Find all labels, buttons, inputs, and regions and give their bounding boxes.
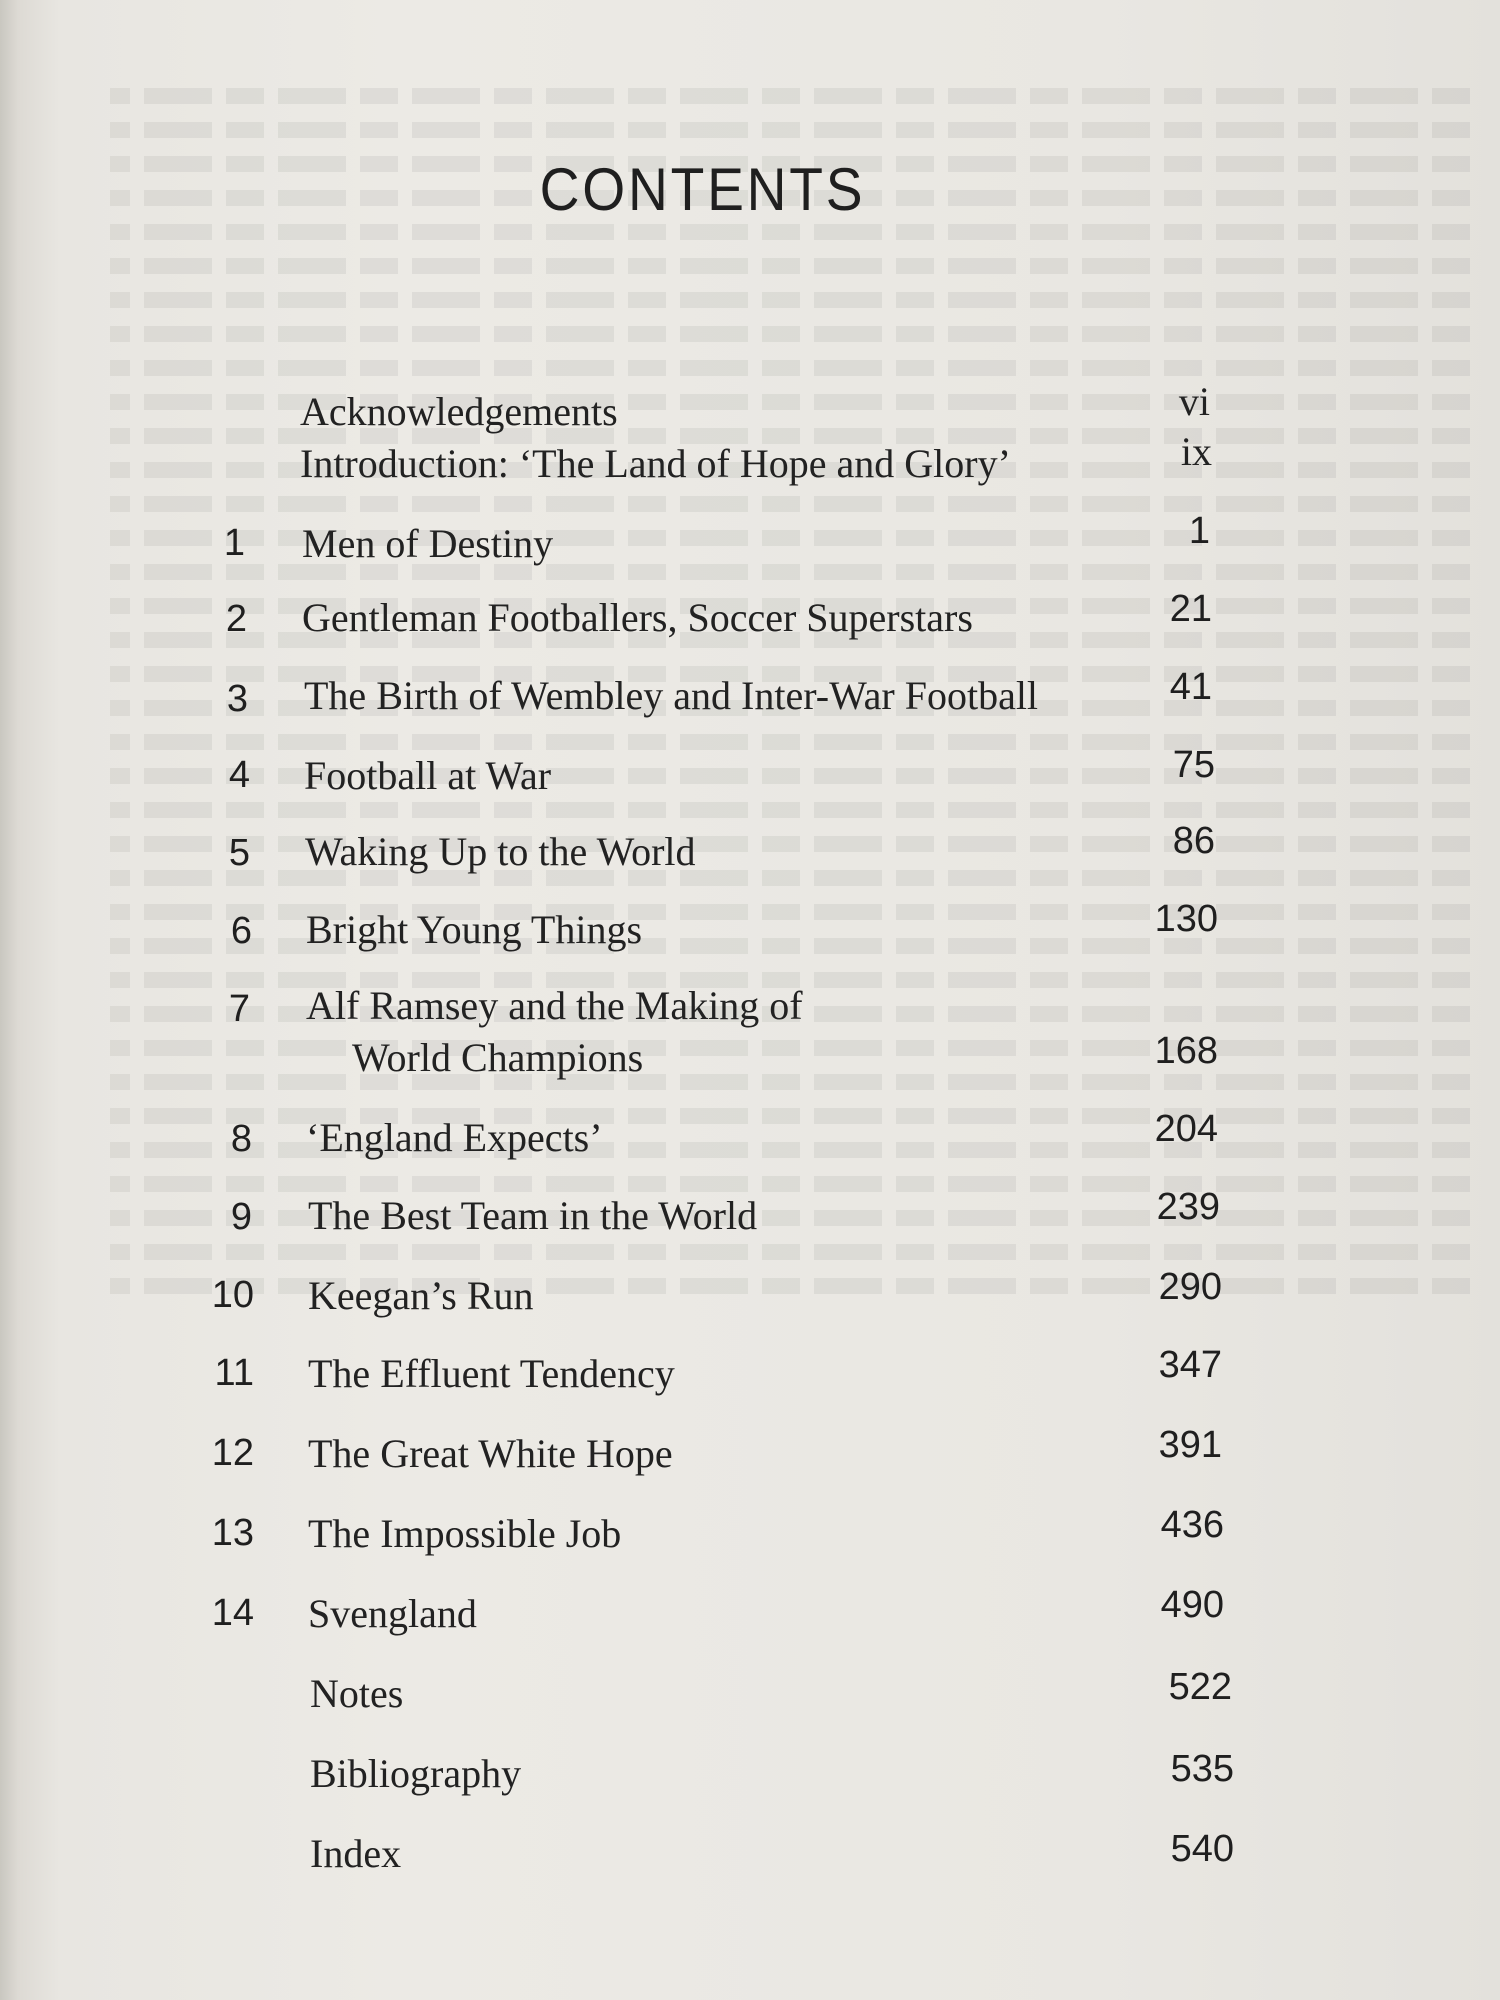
toc-entry-introduction-page: ix [1180, 429, 1212, 474]
chapter-title: Keegan’s Run [308, 1273, 534, 1318]
chapter-title: The Effluent Tendency [308, 1351, 675, 1396]
toc-endmatter-row [0, 1668, 1500, 1728]
toc-chapter-row [0, 1344, 1500, 1408]
chapter-title: Bright Young Things [306, 907, 643, 952]
chapter-page: 239 [1156, 1186, 1220, 1228]
chapter-page: 391 [1158, 1424, 1222, 1466]
chapter-number: 10 [211, 1274, 254, 1316]
chapter-title: ‘England Expects’ [306, 1115, 603, 1160]
endmatter-title: Notes [310, 1671, 404, 1716]
toc-chapter-row [0, 666, 1500, 732]
toc-chapter-row [0, 1504, 1500, 1568]
chapter-page: 436 [1160, 1504, 1224, 1546]
chapter-number: 13 [211, 1512, 254, 1554]
chapter-page: 490 [1160, 1584, 1224, 1626]
chapter-number: 2 [225, 598, 247, 640]
chapter-number: 5 [228, 832, 250, 874]
chapter-page: 86 [1172, 820, 1215, 862]
chapter-number: 11 [214, 1352, 254, 1394]
chapter-title: Alf Ramsey and the Making of [306, 983, 803, 1028]
chapter-title: The Great White Hope [308, 1431, 673, 1476]
chapter-page: 130 [1154, 898, 1218, 940]
toc-endmatter-row [0, 1830, 1500, 1890]
toc-chapter-row [0, 898, 1500, 964]
toc-chapter-row [0, 510, 1500, 578]
chapter-page: 347 [1158, 1344, 1222, 1386]
chapter-number: 1 [223, 522, 245, 564]
chapter-page: 168 [1154, 1030, 1218, 1072]
chapter-page: 41 [1169, 666, 1212, 708]
chapter-title-continued: World Champions [352, 1035, 644, 1080]
chapter-title: The Birth of Wembley and Inter-War Football [304, 673, 1039, 718]
toc-entry-introduction-title: Introduction: ‘The Land of Hope and Glory’ [300, 441, 1011, 486]
chapter-title: The Impossible Job [308, 1511, 622, 1556]
chapter-title: Gentleman Footballers, Soccer Superstars [302, 595, 973, 640]
endmatter-page: 540 [1170, 1828, 1234, 1870]
chapter-title: The Best Team in the World [308, 1193, 758, 1238]
page-title: CONTENTS [539, 156, 866, 223]
chapter-title: Svengland [308, 1591, 477, 1636]
chapter-number: 6 [230, 910, 252, 952]
chapter-title: Waking Up to the World [305, 829, 696, 874]
endmatter-page: 535 [1170, 1748, 1234, 1790]
chapter-number: 8 [230, 1118, 252, 1160]
endmatter-page: 522 [1168, 1666, 1232, 1708]
toc-chapter-row [0, 1584, 1500, 1648]
toc-chapter-row [0, 588, 1500, 654]
chapter-page: 290 [1158, 1266, 1222, 1308]
toc-entry-acknowledgements-page: vi [1178, 379, 1210, 424]
chapter-page: 1 [1188, 510, 1210, 552]
chapter-title: Men of Destiny [302, 521, 554, 566]
endmatter-title: Index [310, 1831, 402, 1876]
chapter-page: 75 [1172, 744, 1215, 786]
toc-chapter-row [0, 1186, 1500, 1250]
chapter-number: 7 [228, 988, 250, 1030]
chapter-number: 12 [211, 1432, 254, 1474]
chapter-number: 9 [230, 1196, 252, 1238]
chapter-page: 204 [1154, 1108, 1218, 1150]
chapter-title: Football at War [304, 753, 552, 798]
toc-entry-acknowledgements-title: Acknowledgements [300, 389, 618, 434]
toc-chapter-row [0, 1424, 1500, 1488]
chapter-number: 14 [211, 1592, 254, 1634]
toc-chapter-row [0, 744, 1500, 810]
toc-chapter-row [0, 982, 1500, 1092]
chapter-page: 21 [1169, 588, 1212, 630]
toc-chapter-row [0, 820, 1500, 886]
toc-chapter-row [0, 1108, 1500, 1172]
chapter-number: 4 [228, 754, 250, 796]
toc-chapter-row [0, 1266, 1500, 1330]
toc-endmatter-row [0, 1750, 1500, 1810]
chapter-number: 3 [226, 678, 248, 720]
endmatter-title: Bibliography [310, 1751, 522, 1796]
